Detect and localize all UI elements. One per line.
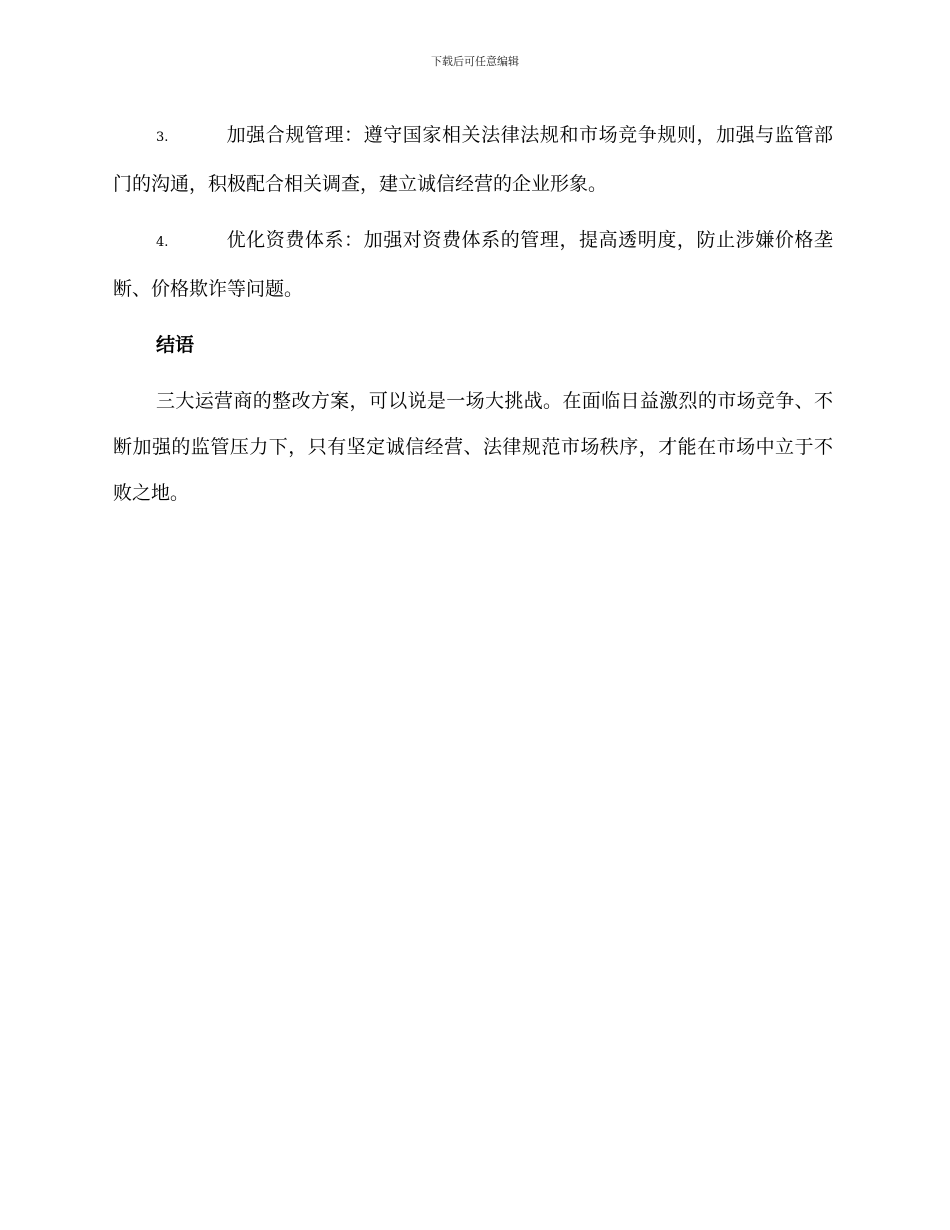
list-item [113, 112, 833, 207]
list-item-text: 优化资费体系：加强对资费体系的管理，提高透明度，防止涉嫌价格垄断、价格欺诈等问题。 [113, 229, 833, 300]
list-item-number: 4. [156, 235, 169, 250]
section-heading: 结语 [156, 334, 195, 356]
document-body [113, 112, 833, 526]
conclusion-paragraph: 三大运营商的整改方案，可以说是一场大挑战。在面临日益激烈的市场竞争、不断加强的监管压力下，只有坚定诚信经营、法律规范市场秩序，才能在市场中立于不败之地。 [113, 390, 833, 504]
list-item-text: 加强合规管理：遵守国家相关法律法规和市场竞争规则，加强与监管部门的沟通，积极配合相关调查，建立诚信经营的企业形象。 [113, 124, 833, 195]
page-header-note: 下载后可任意编辑 [431, 55, 519, 68]
list-item [113, 217, 833, 312]
list-item-number: 3. [156, 130, 169, 145]
